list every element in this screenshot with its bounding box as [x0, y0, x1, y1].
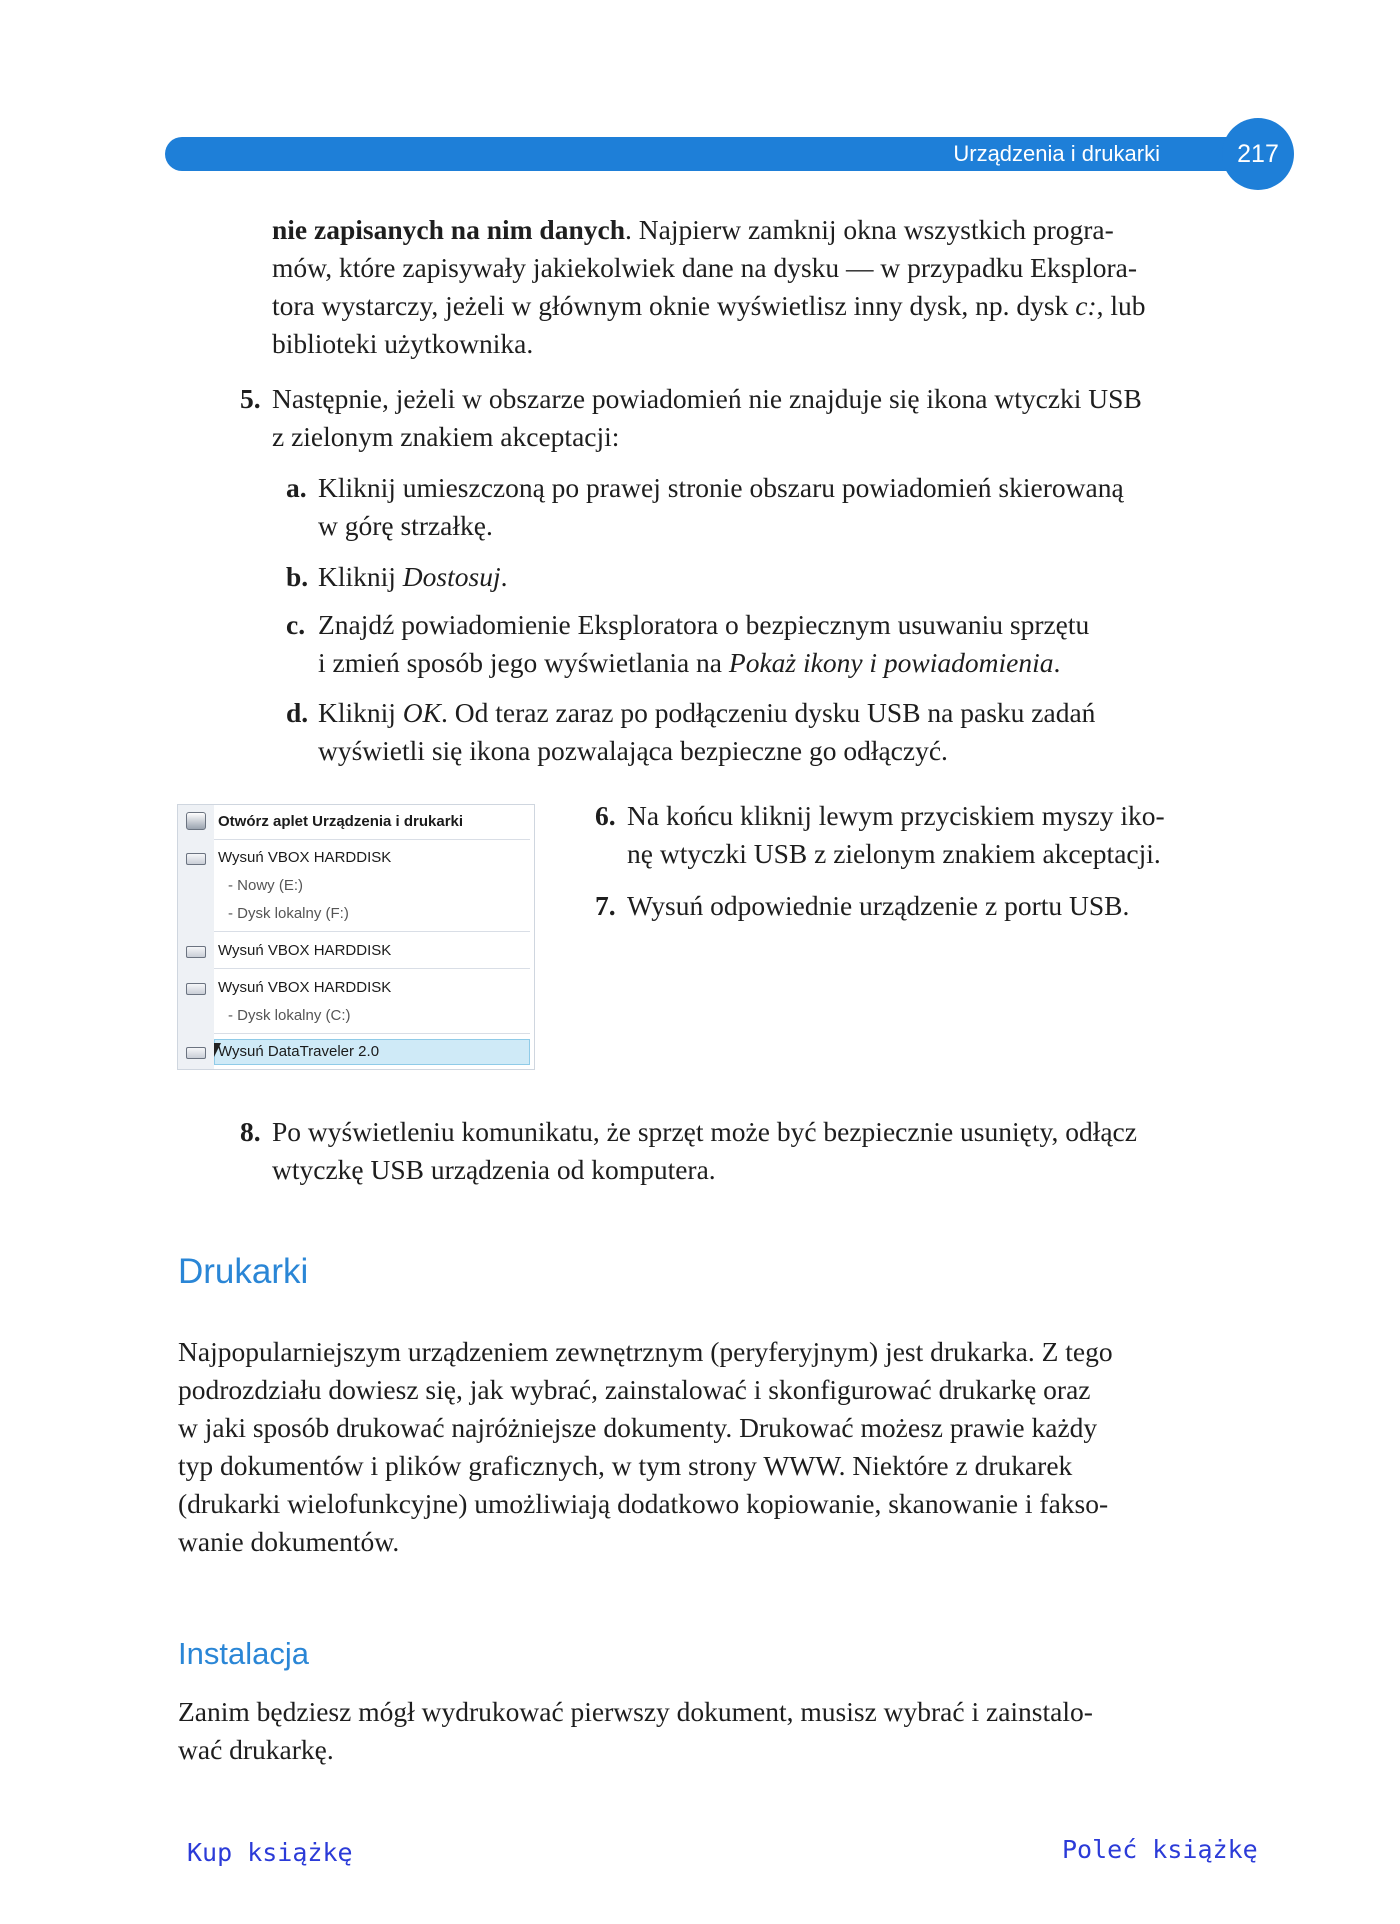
- recommend-book-link[interactable]: Poleć książkę: [1062, 1835, 1258, 1864]
- page-number: 217: [1222, 118, 1294, 190]
- header-bar: [165, 137, 1255, 171]
- menu-subitem: - Nowy (E:): [228, 877, 303, 894]
- menu-divider: [214, 931, 530, 932]
- subsection-heading-instalacja: Instalacja: [178, 1636, 309, 1671]
- step-number: 8.: [240, 1116, 261, 1147]
- substep-letter: d.: [286, 697, 309, 728]
- menu-item-eject-vbox-3[interactable]: Wysuń VBOX HARDDISK: [178, 973, 534, 1003]
- step-8: 8. Po wyświetleniu komunikatu, że sprzęt może być bezpiecznie usunięty, odłącz wtyczkę USB urządzenia od komputera.: [272, 1113, 1282, 1189]
- instalacja-paragraph: Zanim będziesz mógł wydrukować pierwszy dokument, musisz wybrać i zainstalo- wać drukarkę.: [178, 1696, 1093, 1765]
- mouse-cursor-icon: [214, 1043, 228, 1057]
- drive-icon: [186, 946, 206, 958]
- bold-phrase: nie zapisanych na nim danych: [272, 214, 626, 245]
- continuation-paragraph: nie zapisanych na nim danych. Najpierw zamknij okna wszystkich progra- mów, które zapisywały jakiekolwiek dane na dysku — w przypadku Eksplora- tora wystarczy, jeżeli w głównym oknie wyświetlisz inny dysk, np. dysk c:, lub biblioteki użytkownika.: [272, 214, 1146, 359]
- step-number: 7.: [595, 890, 616, 921]
- printer-icon: [186, 812, 206, 830]
- menu-item-eject-vbox-1[interactable]: Wysuń VBOX HARDDISK: [178, 843, 534, 873]
- drive-icon: [186, 853, 206, 865]
- substep-a: a. Kliknij umieszczoną po prawej stronie obszaru powiadomień skierowaną w górę strzałkę.: [318, 469, 1278, 545]
- menu-item-eject-vbox-2[interactable]: Wysuń VBOX HARDDISK: [178, 936, 534, 966]
- substep-b: b. Kliknij Dostosuj.: [318, 558, 1278, 596]
- step-number: 5.: [240, 383, 261, 414]
- drive-icon: [186, 1047, 206, 1059]
- drukarki-paragraph: Najpopularniejszym urządzeniem zewnętrznym (peryferyjnym) jest drukarka. Z tego podrozdziału dowiesz się, jak wybrać, zainstalować i skonfigurować drukarkę oraz w jaki sposób drukować najróżniejsze dokumenty. Drukować możesz prawie każdy typ dokumentów i plików graficznych, w tym strony WWW. Niektóre z drukarek (drukarki wielofunkcyjne) umożliwiają dodatkowo kopiowanie, skanowanie i fakso- wanie dokumentów.: [178, 1336, 1113, 1557]
- drive-icon: [186, 983, 206, 995]
- step-number: 6.: [595, 800, 616, 831]
- substep-c: c. Znajdź powiadomienie Eksploratora o bezpiecznym usuwaniu sprzętu i zmień sposób jego wyświetlania na Pokaż ikony i powiadomienia.: [318, 606, 1278, 682]
- buy-book-link[interactable]: Kup książkę: [187, 1838, 353, 1867]
- menu-subitem: - Dysk lokalny (C:): [228, 1007, 351, 1024]
- menu-subitem: - Dysk lokalny (F:): [228, 905, 349, 922]
- substep-letter: a.: [286, 472, 307, 503]
- step-7: 7. Wysuń odpowiednie urządzenie z portu USB.: [627, 887, 1277, 925]
- usb-eject-menu-screenshot: [177, 804, 535, 1070]
- substep-d: d. Kliknij OK. Od teraz zaraz po podłączeniu dysku USB na pasku zadań wyświetli się ikona pozwalająca bezpieczne go odłączyć.: [318, 694, 1278, 770]
- menu-item-eject-datatraveler[interactable]: Wysuń DataTraveler 2.0: [178, 1037, 534, 1067]
- menu-divider: [214, 839, 530, 840]
- substep-letter: c.: [286, 609, 306, 640]
- menu-divider: [214, 1033, 530, 1034]
- menu-divider: [214, 968, 530, 969]
- step-6: 6. Na końcu kliknij lewym przyciskiem myszy iko- nę wtyczki USB z zielonym znakiem akceptacji.: [627, 797, 1277, 873]
- menu-item-open-devices[interactable]: Otwórz aplet Urządzenia i drukarki: [178, 807, 534, 837]
- step-5: 5. Następnie, jeżeli w obszarze powiadomień nie znajduje się ikona wtyczki USB z zielonym znakiem akceptacji:: [272, 380, 1272, 456]
- substep-letter: b.: [286, 561, 309, 592]
- section-heading-drukarki: Drukarki: [178, 1252, 309, 1291]
- chapter-title: Urządzenia i drukarki: [953, 141, 1160, 166]
